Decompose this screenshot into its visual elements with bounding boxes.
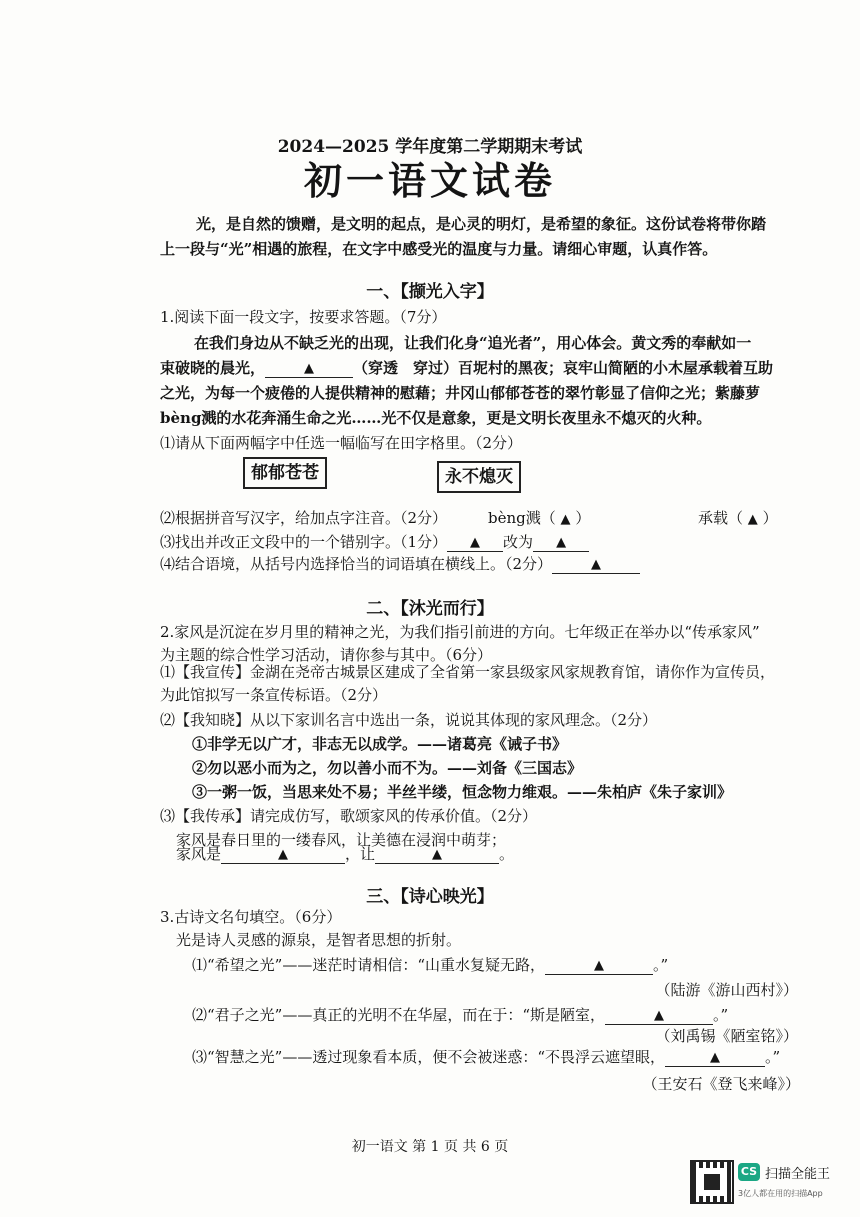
exam-heading: 2024—2025 学年度第二学期期末考试: [277, 137, 583, 157]
sub-question-2-3: ⑶【我传承】请完成仿写，歌颂家风的传承价值。（2分）: [160, 807, 538, 825]
poem-source-1: （陆游《游山西村》）: [655, 981, 798, 999]
answer-blank[interactable]: [265, 359, 353, 378]
poem-line-1: ⑴“希望之光”——迷茫时请相信：“山重水复疑无路， ▲ 。”: [192, 956, 669, 974]
poem-blank-1[interactable]: ▲: [545, 956, 653, 975]
sub-question-1-1: ⑴请从下面两幅字中任选一幅临写在田字格里。（2分）: [160, 434, 523, 452]
section-1-title: 一、【撷光入字】: [366, 282, 494, 302]
sub-question-1-4: ⑷结合语境，从括号内选择恰当的词语填在横线上。（2分） ▲: [160, 553, 640, 574]
imitation-blank-2[interactable]: ▲: [375, 845, 499, 864]
imitation-model: 家风是春日里的一缕春风，让美德在浸润中萌芽；: [176, 831, 507, 849]
motto-option-1: ①非学无以广才，非志无以成学。——诸葛亮《诫子书》: [192, 735, 568, 753]
imitation-blank-1[interactable]: ▲: [221, 845, 345, 864]
motto-option-3: ③一粥一饭，当思来处不易；半丝半缕，恒念物力维艰。——朱柏庐《朱子家训》: [192, 783, 733, 801]
question-3-lead: 光是诗人灵感的源泉，是智者思想的折射。: [176, 931, 462, 949]
wrong-char-blank[interactable]: ▲: [447, 533, 503, 552]
motto-option-2: ②勿以恶小而为之，勿以善小而不为。——刘备《三国志》: [192, 759, 583, 777]
passage-line-3: 之光，为每一个疲倦的人提供精神的慰藉；井冈山郁郁苍苍的翠竹彰显了信仰之光；紫藤萝: [160, 384, 761, 402]
section-3-title: 三、【诗心映光】: [366, 887, 494, 907]
correct-char-blank[interactable]: ▲: [533, 533, 589, 552]
calligraphy-box-1: 郁郁苍苍: [243, 457, 327, 489]
scanner-tagline: 3亿人都在用的扫描App: [738, 1189, 823, 1198]
pinyin-blank-beng[interactable]: bèng溅（ ▲ ）: [488, 509, 591, 527]
scanner-app-name: 扫描全能王: [765, 1167, 831, 1182]
passage-line-1: 在我们身边从不缺乏光的出现，让我们化身“追光者”，用心体会。黄文秀的奉献如一: [194, 334, 752, 352]
question-2-line-1: 2.家风是沉淀在岁月里的精神之光，为我们指引前进的方向。七年级正在举办以“传承家风”: [160, 623, 760, 641]
sub-question-2-1-line-1: ⑴【我宣传】金湖在尧帝古城景区建成了全省第一家县级家风家规教育馆，请你作为宣传员，: [160, 663, 776, 681]
sub-question-2-1-line-2: 为此馆拟写一条宣传标语。（2分）: [160, 686, 388, 704]
intro-line-1: 光，是自然的馈赠，是文明的起点，是心灵的明灯，是希望的象征。这份试卷将带你踏: [196, 215, 767, 233]
question-2-line-2: 为主题的综合性学习活动，请你参与其中。（6分）: [160, 646, 493, 664]
intro-line-2: 上一段与“光”相遇的旅程，在文字中感受光的温度与力量。请细心审题，认真作答。: [160, 240, 718, 258]
sub-question-2-2: ⑵【我知晓】从以下家训名言中选出一条，说说其体现的家风理念。（2分）: [160, 711, 658, 729]
poem-source-3: （王安石《登飞来峰》）: [642, 1075, 800, 1093]
triangle-marker: ▲: [304, 361, 315, 376]
poem-line-2: ⑵“君子之光”——真正的光明不在华屋，而在于：“斯是陋室， ▲ 。”: [192, 1006, 729, 1024]
page-title: 初一语文试卷: [303, 158, 556, 203]
question-1: 1.阅读下面一段文字，按要求答题。（7分）: [160, 308, 447, 326]
calligraphy-box-2: 永不熄灭: [437, 461, 521, 493]
passage-line-4: bèng溅的水花奔涌生命之光……光不仅是意象，更是文明长夜里永不熄灭的火种。: [160, 409, 712, 427]
page-footer: 初一语文 第 1 页 共 6 页: [351, 1139, 509, 1155]
word-choice-blank[interactable]: ▲: [552, 555, 640, 574]
poem-blank-3[interactable]: ▲: [665, 1048, 765, 1067]
passage-line-2: 束破晓的晨光， ▲ （穿透 穿过）百坭村的黑夜；哀牢山简陋的小木屋承载着互助: [160, 359, 774, 377]
qr-code-icon: [690, 1160, 734, 1204]
camscanner-logo-icon: CS: [738, 1163, 760, 1181]
poem-blank-2[interactable]: ▲: [605, 1006, 713, 1025]
poem-source-2: （刘禹锡《陋室铭》）: [655, 1027, 798, 1045]
poem-line-3: ⑶“智慧之光”——透过现象看本质，便不会被迷惑：“不畏浮云遮望眼， ▲ 。”: [192, 1048, 781, 1066]
sub-question-1-3: ⑶找出并改正文段中的一个错别字。（1分） ▲ 改为 ▲: [160, 531, 589, 552]
sub-question-1-2: ⑵根据拼音写汉字，给加点字注音。（2分）: [160, 509, 448, 527]
question-3: 3.古诗文名句填空。（6分）: [160, 908, 342, 926]
imitation-answer: 家风是 ▲ ，让 ▲ 。: [176, 845, 515, 863]
pinyin-blank-zai[interactable]: 承载（ ▲ ）: [698, 509, 778, 527]
section-2-title: 二、【沐光而行】: [366, 599, 494, 619]
